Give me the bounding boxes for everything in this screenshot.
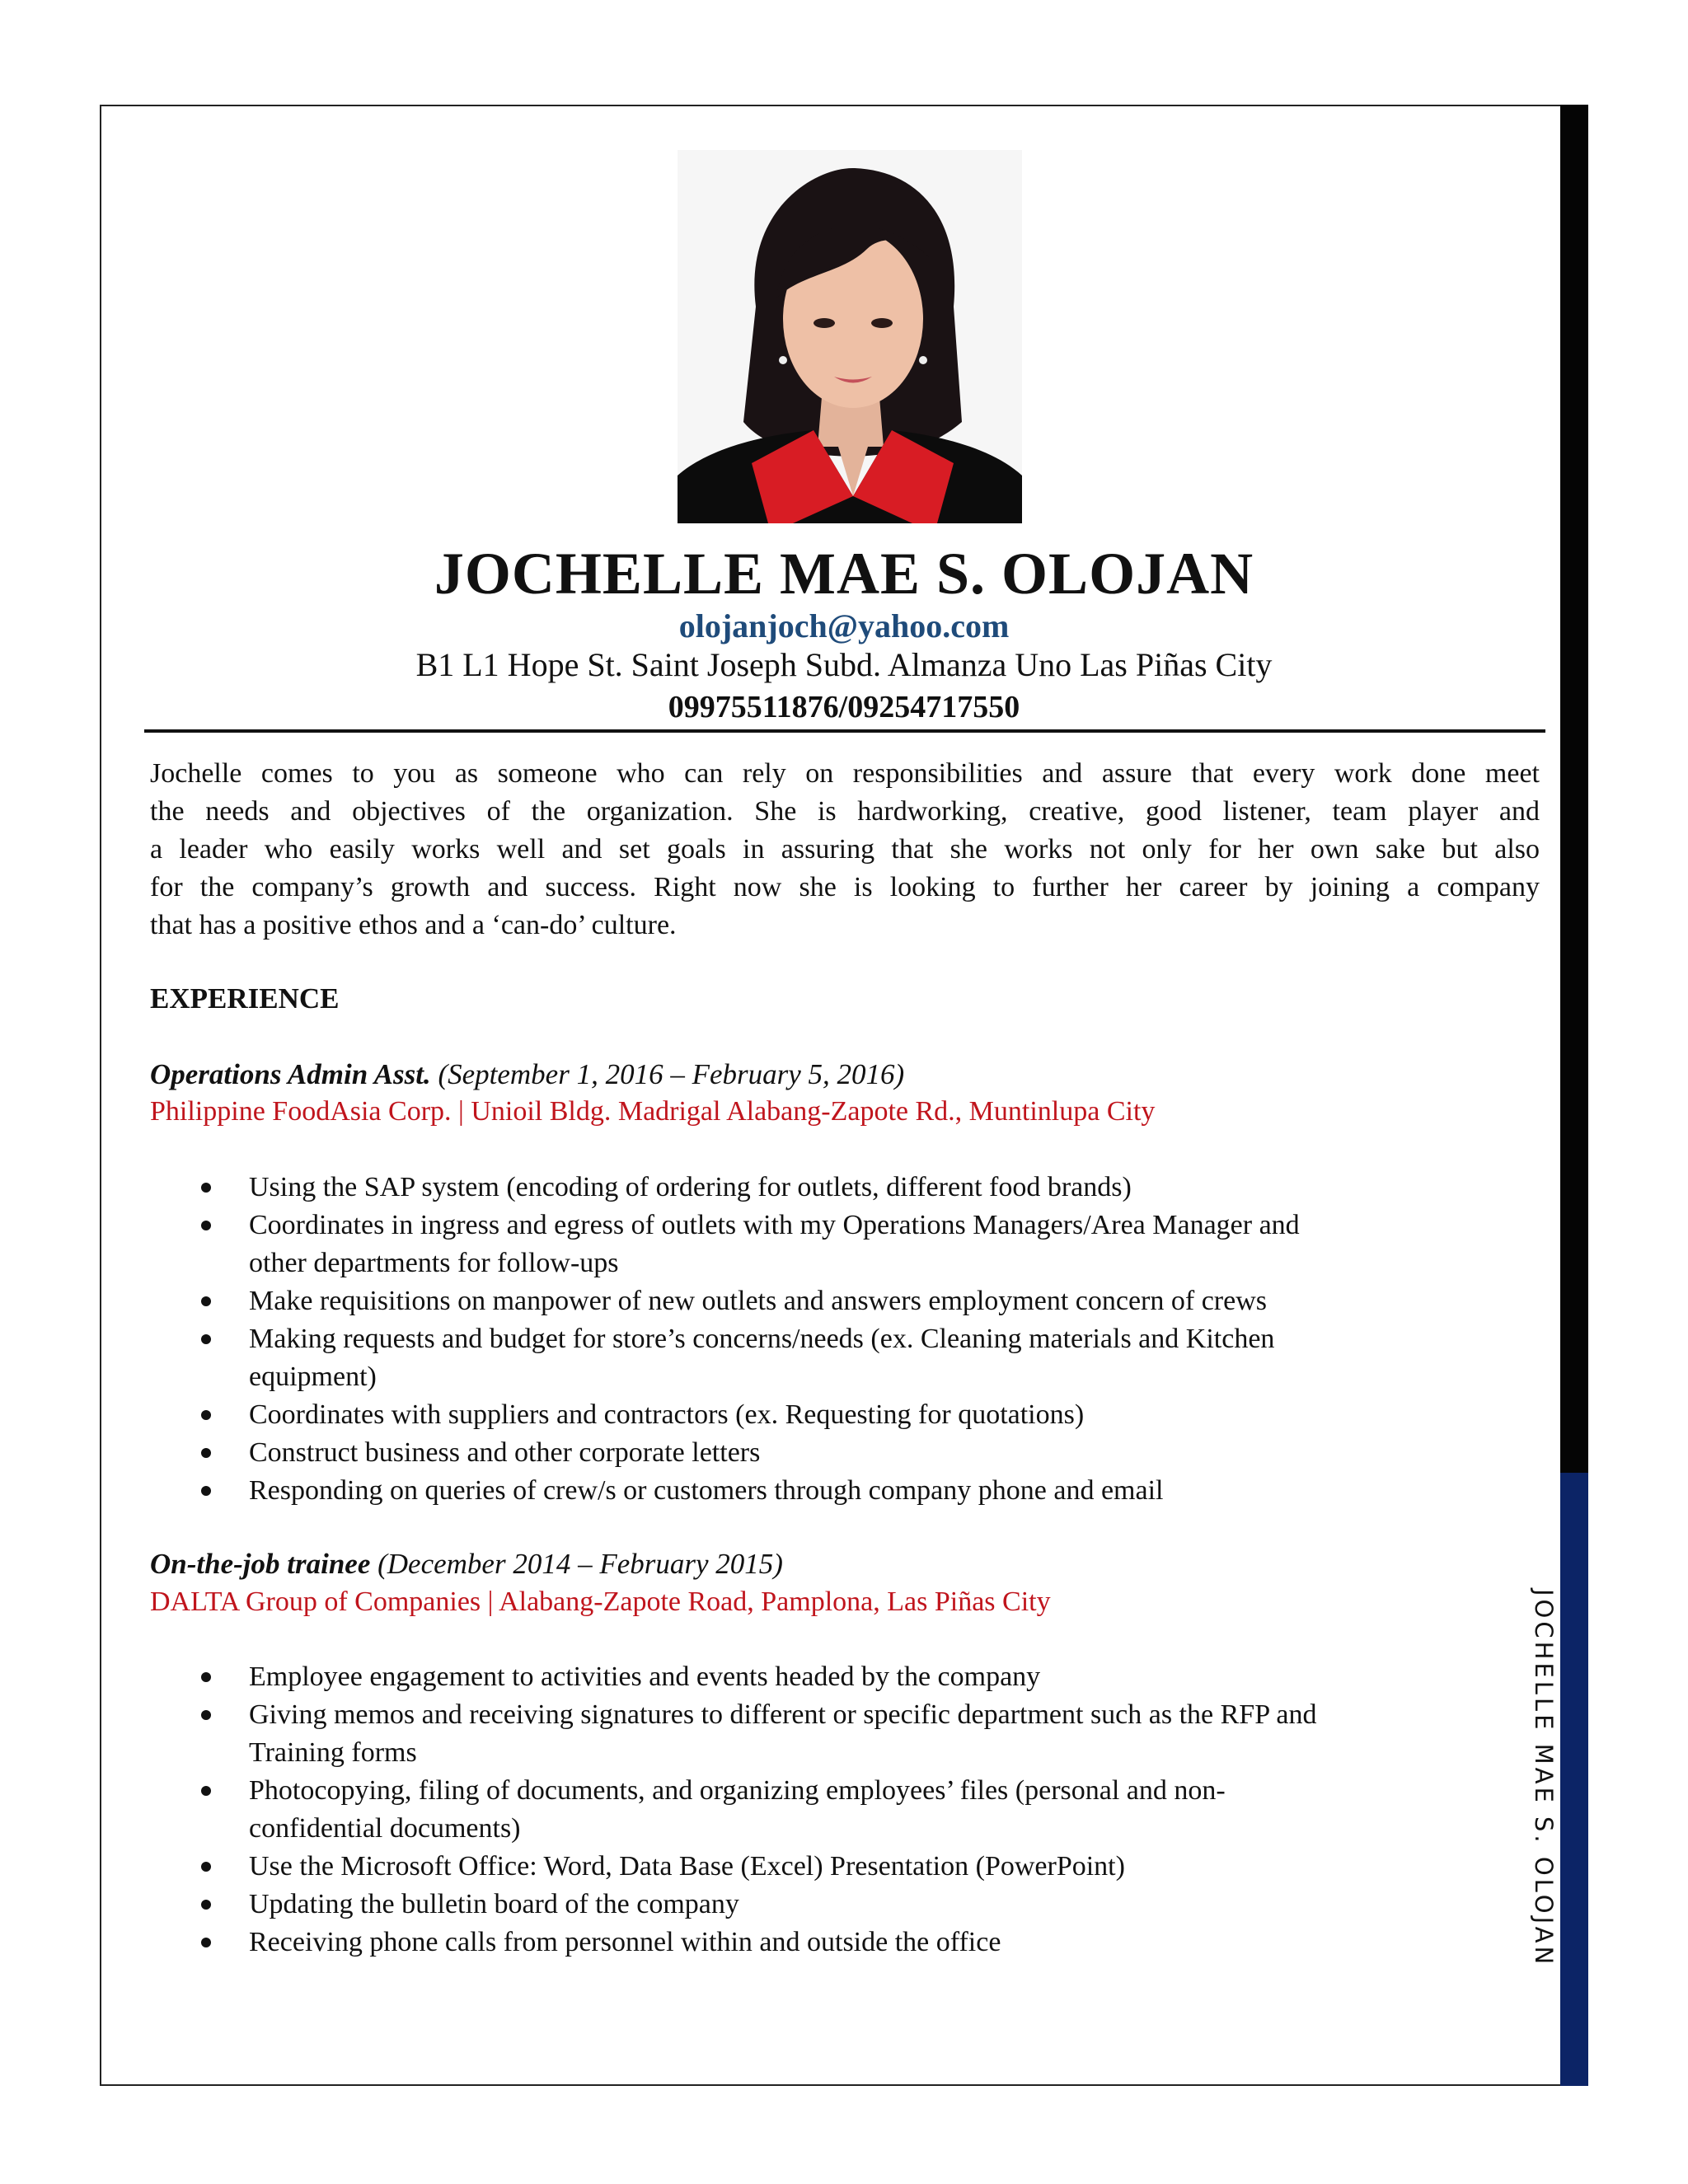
list-item: Use the Microsoft Office: Word, Data Base (Excel) Presentation (PowerPoint) [0, 1848, 1335, 1886]
profile-photo [678, 150, 1022, 523]
list-item: Make requisitions on manpower of new outlets and answers employment concern of crews [0, 1282, 1335, 1320]
list-item: Giving memos and receiving signatures to different or specific department such as the RFP and Training forms [0, 1696, 1335, 1772]
job-title: On-the-job trainee [150, 1548, 371, 1580]
company-line: DALTA Group of Companies | Alabang-Zapote Road, Pamplona, Las Piñas City [150, 1586, 1051, 1617]
list-item: Photocopying, filing of documents, and organizing employees’ files (personal and non-confidential documents) [0, 1772, 1335, 1848]
job-period: (December 2014 – February 2015) [377, 1548, 783, 1580]
bullet-icon [201, 1786, 211, 1796]
bullet-icon [201, 1296, 211, 1306]
list-item: Updating the bulletin board of the company [0, 1886, 1335, 1924]
summary-line: for the company’s growth and success. Right now she is looking to further her career by joining a company [150, 872, 1540, 902]
bullet-icon [201, 1672, 211, 1682]
candidate-name: JOCHELLE MAE S. OLOJAN [434, 541, 1254, 607]
bullet-icon [201, 1448, 211, 1458]
side-name-label: JOCHELLE MAE S. OLOJAN [1530, 1589, 1558, 1968]
bullet-icon [201, 1710, 211, 1720]
bullet-icon [201, 1183, 211, 1193]
list-item: Using the SAP system (encoding of ordering for outlets, different food brands) [0, 1169, 1335, 1207]
list-item: Coordinates in ingress and egress of outlets with my Operations Managers/Area Manager and other departments for follow-ups [0, 1207, 1335, 1282]
experience-heading: EXPERIENCE [150, 982, 340, 1015]
summary-line: Jochelle comes to you as someone who can rely on responsibilities and assure that every work done meet [150, 758, 1540, 789]
job-title-line [150, 1548, 783, 1581]
list-item: Employee engagement to activities and events headed by the company [0, 1658, 1335, 1696]
summary-paragraph [150, 755, 1540, 944]
summary-line: the needs and objectives of the organization. She is hardworking, creative, good listener, team player and [150, 796, 1540, 827]
bullet-icon [201, 1900, 211, 1910]
bullet-icon [201, 1862, 211, 1872]
company-line: Philippine FoodAsia Corp. | Unioil Bldg. Madrigal Alabang-Zapote Rd., Muntinlupa City [150, 1096, 1156, 1127]
side-bar-black [1560, 105, 1588, 1473]
summary-line: that has a positive ethos and a ‘can-do’ culture. [150, 910, 677, 940]
email-link[interactable]: olojanjoch@yahoo.com [678, 607, 1010, 644]
list-item: Coordinates with suppliers and contractors (ex. Requesting for quotations) [0, 1396, 1335, 1434]
list-item: Responding on queries of crew/s or customers through company phone and email [0, 1472, 1335, 1510]
duties-list [0, 1169, 1335, 1510]
address: B1 L1 Hope St. Saint Joseph Subd. Almanza Uno Las Piñas City [415, 646, 1273, 683]
job-title-line [150, 1058, 904, 1091]
list-item: Construct business and other corporate letters [0, 1434, 1335, 1472]
side-bar-blue [1560, 1473, 1588, 2086]
phone-numbers: 09975511876/09254717550 [668, 690, 1020, 724]
job-title: Operations Admin Asst. [150, 1058, 431, 1090]
duties-list [0, 1658, 1335, 1961]
bullet-icon [201, 1334, 211, 1344]
header-divider [144, 729, 1545, 733]
bullet-icon [201, 1221, 211, 1230]
list-item: Receiving phone calls from personnel within and outside the office [0, 1924, 1335, 1961]
job-period: (September 1, 2016 – February 5, 2016) [438, 1058, 905, 1090]
bullet-icon [201, 1938, 211, 1947]
summary-line: a leader who easily works well and set goals in assuring that she works not only for her own sake but also [150, 834, 1540, 865]
list-item: Making requests and budget for store’s concerns/needs (ex. Cleaning materials and Kitchen equipment) [0, 1320, 1335, 1396]
bullet-icon [201, 1410, 211, 1420]
bullet-icon [201, 1486, 211, 1496]
